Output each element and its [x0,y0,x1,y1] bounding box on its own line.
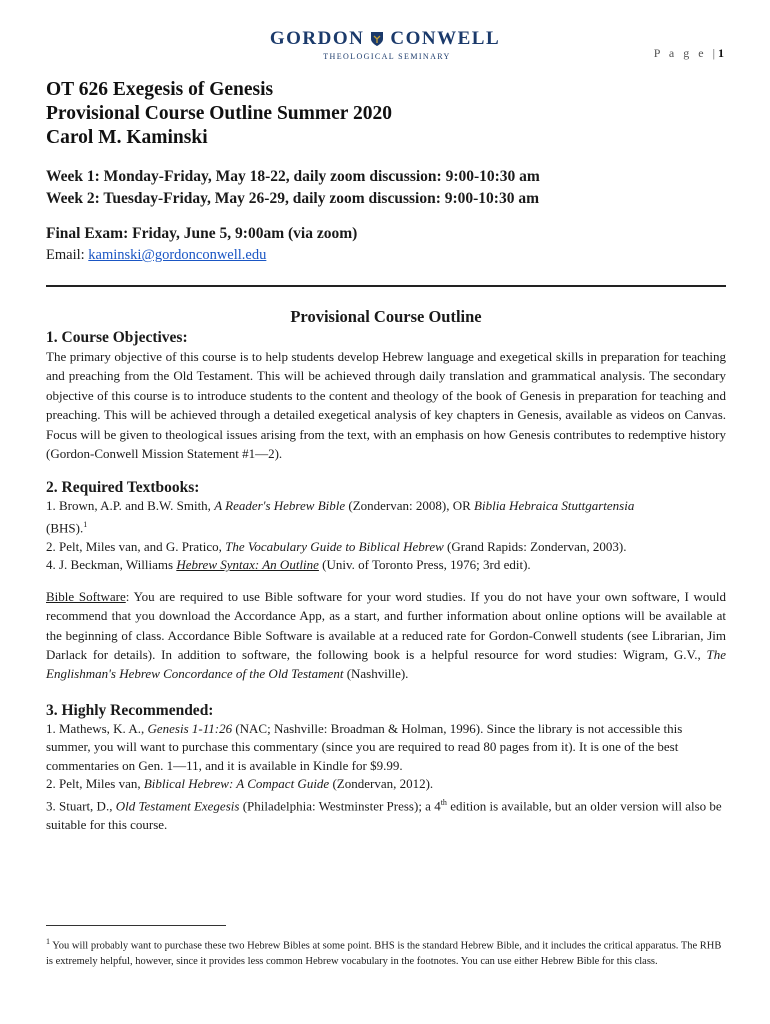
divider [46,285,726,287]
week-1: Week 1: Monday-Friday, May 18-22, daily zoom discussion: 9:00-10:30 am [46,168,540,185]
footnote-ref: 1 [83,519,88,529]
logo-subtitle: THEOLOGICAL SEMINARY [323,52,451,61]
document-body [46,78,726,834]
textbook-item-1: 1. Brown, A.P. and B.W. Smith, A Reader's Hebrew Bible (Zondervan: 2008), OR Biblia Hebraica Stuttgartensia (BHS).$^1$ [46,498,635,536]
recommended-item-1: 1. Mathews, K. A., Genesis 1-11:26 (NAC; Nashville: Broadman & Holman, 1996). Since the library is not accessible this summer, you will want to purchase this commentary (since you are required to read 80 pages from it). It is one of the best commentaries on Gen. 1—11, and it is available in Kindle for $9.99. [46,720,683,773]
schedule [46,166,726,210]
title-line-2: Provisional Course Outline Summer 2020 [46,103,392,124]
bible-software-note: Bible Software: You are required to use Bible software for your word studies. If you do not have your own software, I would recommend that you download the Accordance App, as a start, and further information about online options will be available at the beginning of class. Accordance Bible Software is available at a reduced rate for Gordon-Conwell students (see Librarian, Jim Darlack for details). In addition to software, the following book is a helpful resource for word studies: Wigram, G.V., The Englishman's Hebrew Concordance of the Old Testament (Nashville). [46,588,726,682]
footnote-mark: 1 [46,937,50,946]
objectives-text: The primary objective of this course is to help students develop Hebrew language and exegetical skills in preparation for teaching and preaching from the Old Testament. This will be achieved through daily translation and grammatical analysis. The secondary objective of this course is to introduce students to the content and theology of the book of Genesis in preparation for teaching and preaching. This will be achieved through a detailed exegetical analysis of key chapters in Genesis, available as videos on Canvas. Focus will be given to theological issues arising from the text, with an emphasis on how Genesis contributes to redemptive history (Gordon-Conwell Mission Statement #1—2). [46,349,726,462]
email-link[interactable]: kaminski@gordonconwell.edu [88,247,267,263]
footnote-divider [46,925,226,926]
bible-software-label: Bible Software [46,588,126,604]
recommended-item-3: 3. Stuart, D., Old Testament Exegesis (Philadelphia: Westminster Press); a 4th edition is available, but an older version will also be suitable for this course. [46,797,722,832]
email-label: Email: [46,247,89,263]
page-number-value: 1 [718,46,724,60]
footnote-text: You will probably want to purchase these two Hebrew Bibles at some point. BHS is the standard Hebrew Bible, and it includes the critical apparatus. The RHB is extremely helpful, however, since it provides less common Hebrew vocabulary in the footnotes. You can use either Hebrew Bible for this class. [46,940,722,967]
page-label: P a g e | [653,46,718,60]
footnote [46,934,726,969]
email-line [46,245,726,265]
title-line-3: Carol M. Kaminski [46,127,208,148]
textbook-item-3: 4. J. Beckman, Williams Hebrew Syntax: An Outline (Univ. of Toronto Press, 1976; 3rd edit). [46,557,531,573]
textbooks-heading: 2. Required Textbooks: [46,479,200,497]
outline-heading: Provisional Course Outline [290,307,482,326]
page-number [654,46,724,61]
textbook-item-2: 2. Pelt, Miles van, and G. Pratico, The Vocabulary Guide to Biblical Hebrew (Grand Rapids: Zondervan, 2003). [46,538,627,554]
document-title [46,78,726,150]
objectives-heading: 1. Course Objectives: [46,329,188,346]
title-line-1: OT 626 Exegesis of Genesis [46,79,274,100]
final-exam: Final Exam: Friday, June 5, 9:00am (via zoom) [46,225,358,242]
recommended-heading: 3. Highly Recommended: [46,701,214,719]
logo-text-left: GORDON [269,28,365,49]
recommended-item-2: 2. Pelt, Miles van, Biblical Hebrew: A Compact Guide (Zondervan, 2012). [46,776,434,792]
logo-text-right: CONWELL [390,28,501,49]
shield-icon [370,31,384,47]
week-2: Week 2: Tuesday-Friday, May 26-29, daily zoom discussion: 9:00-10:30 am [46,190,540,207]
